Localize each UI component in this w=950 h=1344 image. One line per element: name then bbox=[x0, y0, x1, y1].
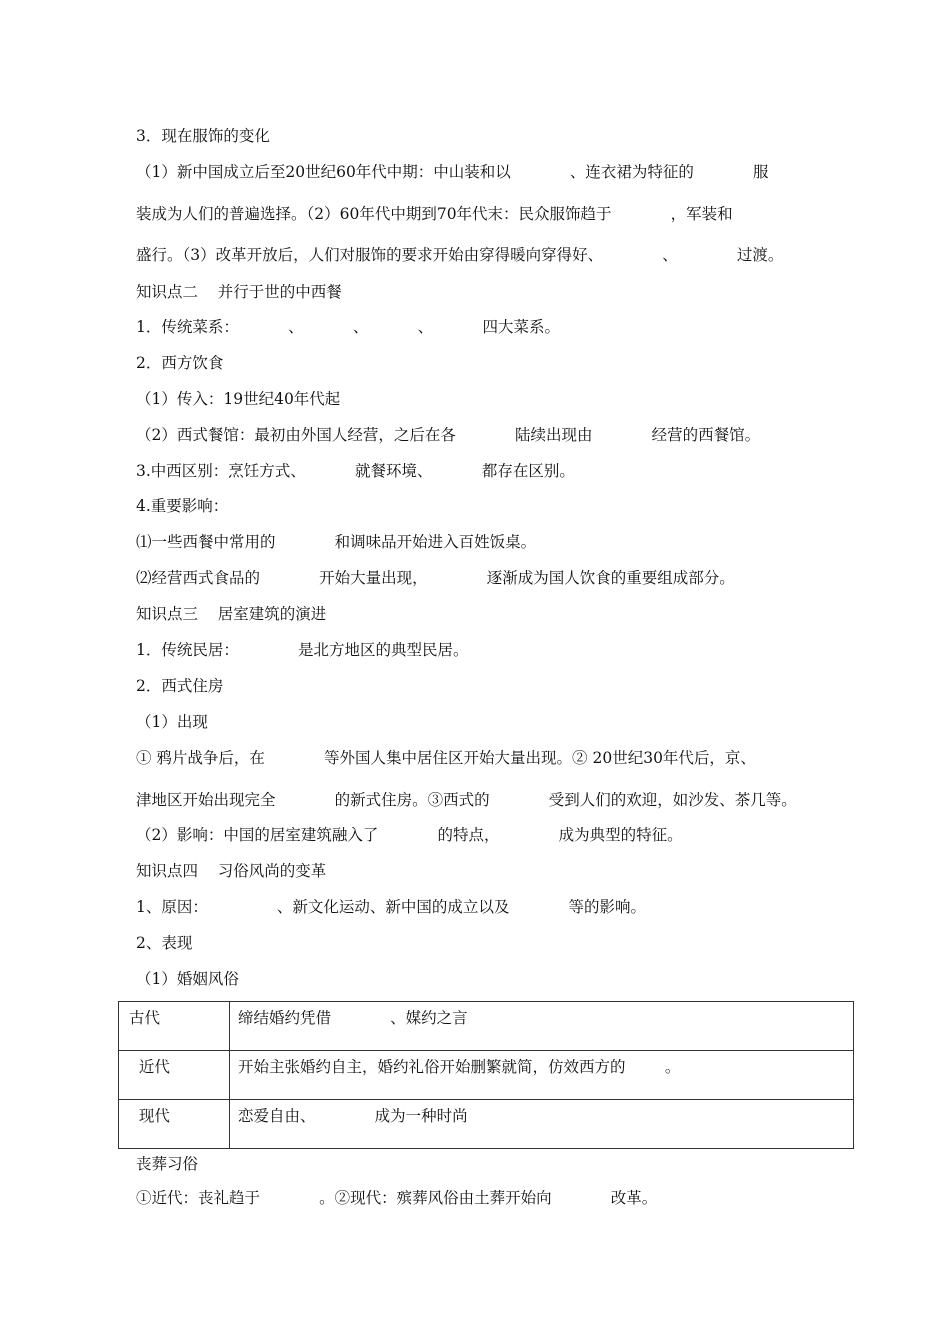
paragraph-line: 津地区开始出现完全 的新式住房。③西式的 受到人们的欢迎，如沙发、茶几等。 bbox=[136, 791, 797, 809]
era-label: 古代 bbox=[129, 1009, 161, 1027]
paragraph-line: 1．传统菜系： 、 、 、 四大菜系。 bbox=[136, 318, 560, 336]
paragraph-line: 1、原因： 、新文化运动、新中国的成立以及 等的影响。 bbox=[136, 898, 646, 916]
paragraph-line: （1）新中国成立后至20世纪60年代中期：中山装和以 、连衣裙为特征的 服 bbox=[136, 163, 769, 181]
table-row bbox=[119, 1051, 854, 1100]
section-heading-2: 知识点二 并行于世的中西餐 bbox=[136, 283, 342, 301]
paragraph-line: 盛行。（3）改革开放后，人们对服饰的要求开始由穿得暖向穿得好、 、 过渡。 bbox=[136, 246, 784, 264]
paragraph-line: 装成为人们的普遍选择。（2）60年代中期到70年代末：民众服饰趋于 ，军装和 bbox=[136, 205, 733, 223]
table-cell-text bbox=[230, 1002, 854, 1051]
paragraph-line: 2．西式住房 bbox=[136, 677, 224, 695]
era-description: 缔结婚约凭借 、媒约之言 bbox=[238, 1009, 468, 1027]
paragraph-line: ⑵经营西式食品的 开始大量出现， 逐渐成为国人饮食的重要组成部分。 bbox=[136, 569, 735, 587]
era-label: 近代 bbox=[129, 1058, 170, 1076]
marriage-customs-table bbox=[118, 1001, 854, 1149]
paragraph-line: 丧葬习俗 bbox=[136, 1155, 199, 1173]
table-cell-text bbox=[230, 1051, 854, 1100]
paragraph-line: （1）婚姻风俗 bbox=[136, 970, 239, 988]
paragraph-line: （1）出现 bbox=[136, 713, 208, 731]
paragraph-line: ① 鸦片战争后，在 等外国人集中居住区开始大量出现。② 20世纪30年代后，京、 bbox=[136, 749, 756, 767]
paragraph-line: 1．传统民居： 是北方地区的典型民居。 bbox=[136, 641, 469, 659]
paragraph-line: （1）传入：19世纪40年代起 bbox=[136, 390, 341, 408]
paragraph-line: 3.中西区别：烹饪方式、 就餐环境、 都存在区别。 bbox=[136, 462, 575, 480]
paragraph-line: 4.重要影响： bbox=[136, 497, 229, 515]
paragraph-line: （2）西式餐馆：最初由外国人经营，之后在各 陆续出现由 经营的西餐馆。 bbox=[136, 426, 761, 444]
paragraph-line: ⑴一些西餐中常用的 和调味品开始进入百姓饭桌。 bbox=[136, 533, 537, 551]
table-row bbox=[119, 1100, 854, 1149]
era-description: 开始主张婚约自主，婚约礼俗开始删繁就简，仿效西方的 。 bbox=[238, 1058, 681, 1076]
paragraph-line: （2）影响：中国的居室建筑融入了 的特点， 成为典型的特征。 bbox=[136, 826, 683, 844]
section-heading-4: 知识点四 习俗风尚的变革 bbox=[136, 862, 327, 880]
era-label: 现代 bbox=[129, 1107, 170, 1125]
heading-clothing-change: 3．现在服饰的变化 bbox=[136, 127, 270, 145]
section-heading-3: 知识点三 居室建筑的演进 bbox=[136, 605, 327, 623]
paragraph-line: 2．西方饮食 bbox=[136, 354, 224, 372]
era-description: 恋爱自由、 成为一种时尚 bbox=[238, 1107, 468, 1125]
table-row bbox=[119, 1002, 854, 1051]
table-cell-era bbox=[119, 1002, 230, 1051]
table-cell-era bbox=[119, 1051, 230, 1100]
paragraph-line: ①近代：丧礼趋于 。②现代：殡葬风俗由土葬开始向 改革。 bbox=[136, 1189, 658, 1207]
table-cell-text bbox=[230, 1100, 854, 1149]
table-cell-era bbox=[119, 1100, 230, 1149]
paragraph-line: 2、表现 bbox=[136, 934, 193, 952]
